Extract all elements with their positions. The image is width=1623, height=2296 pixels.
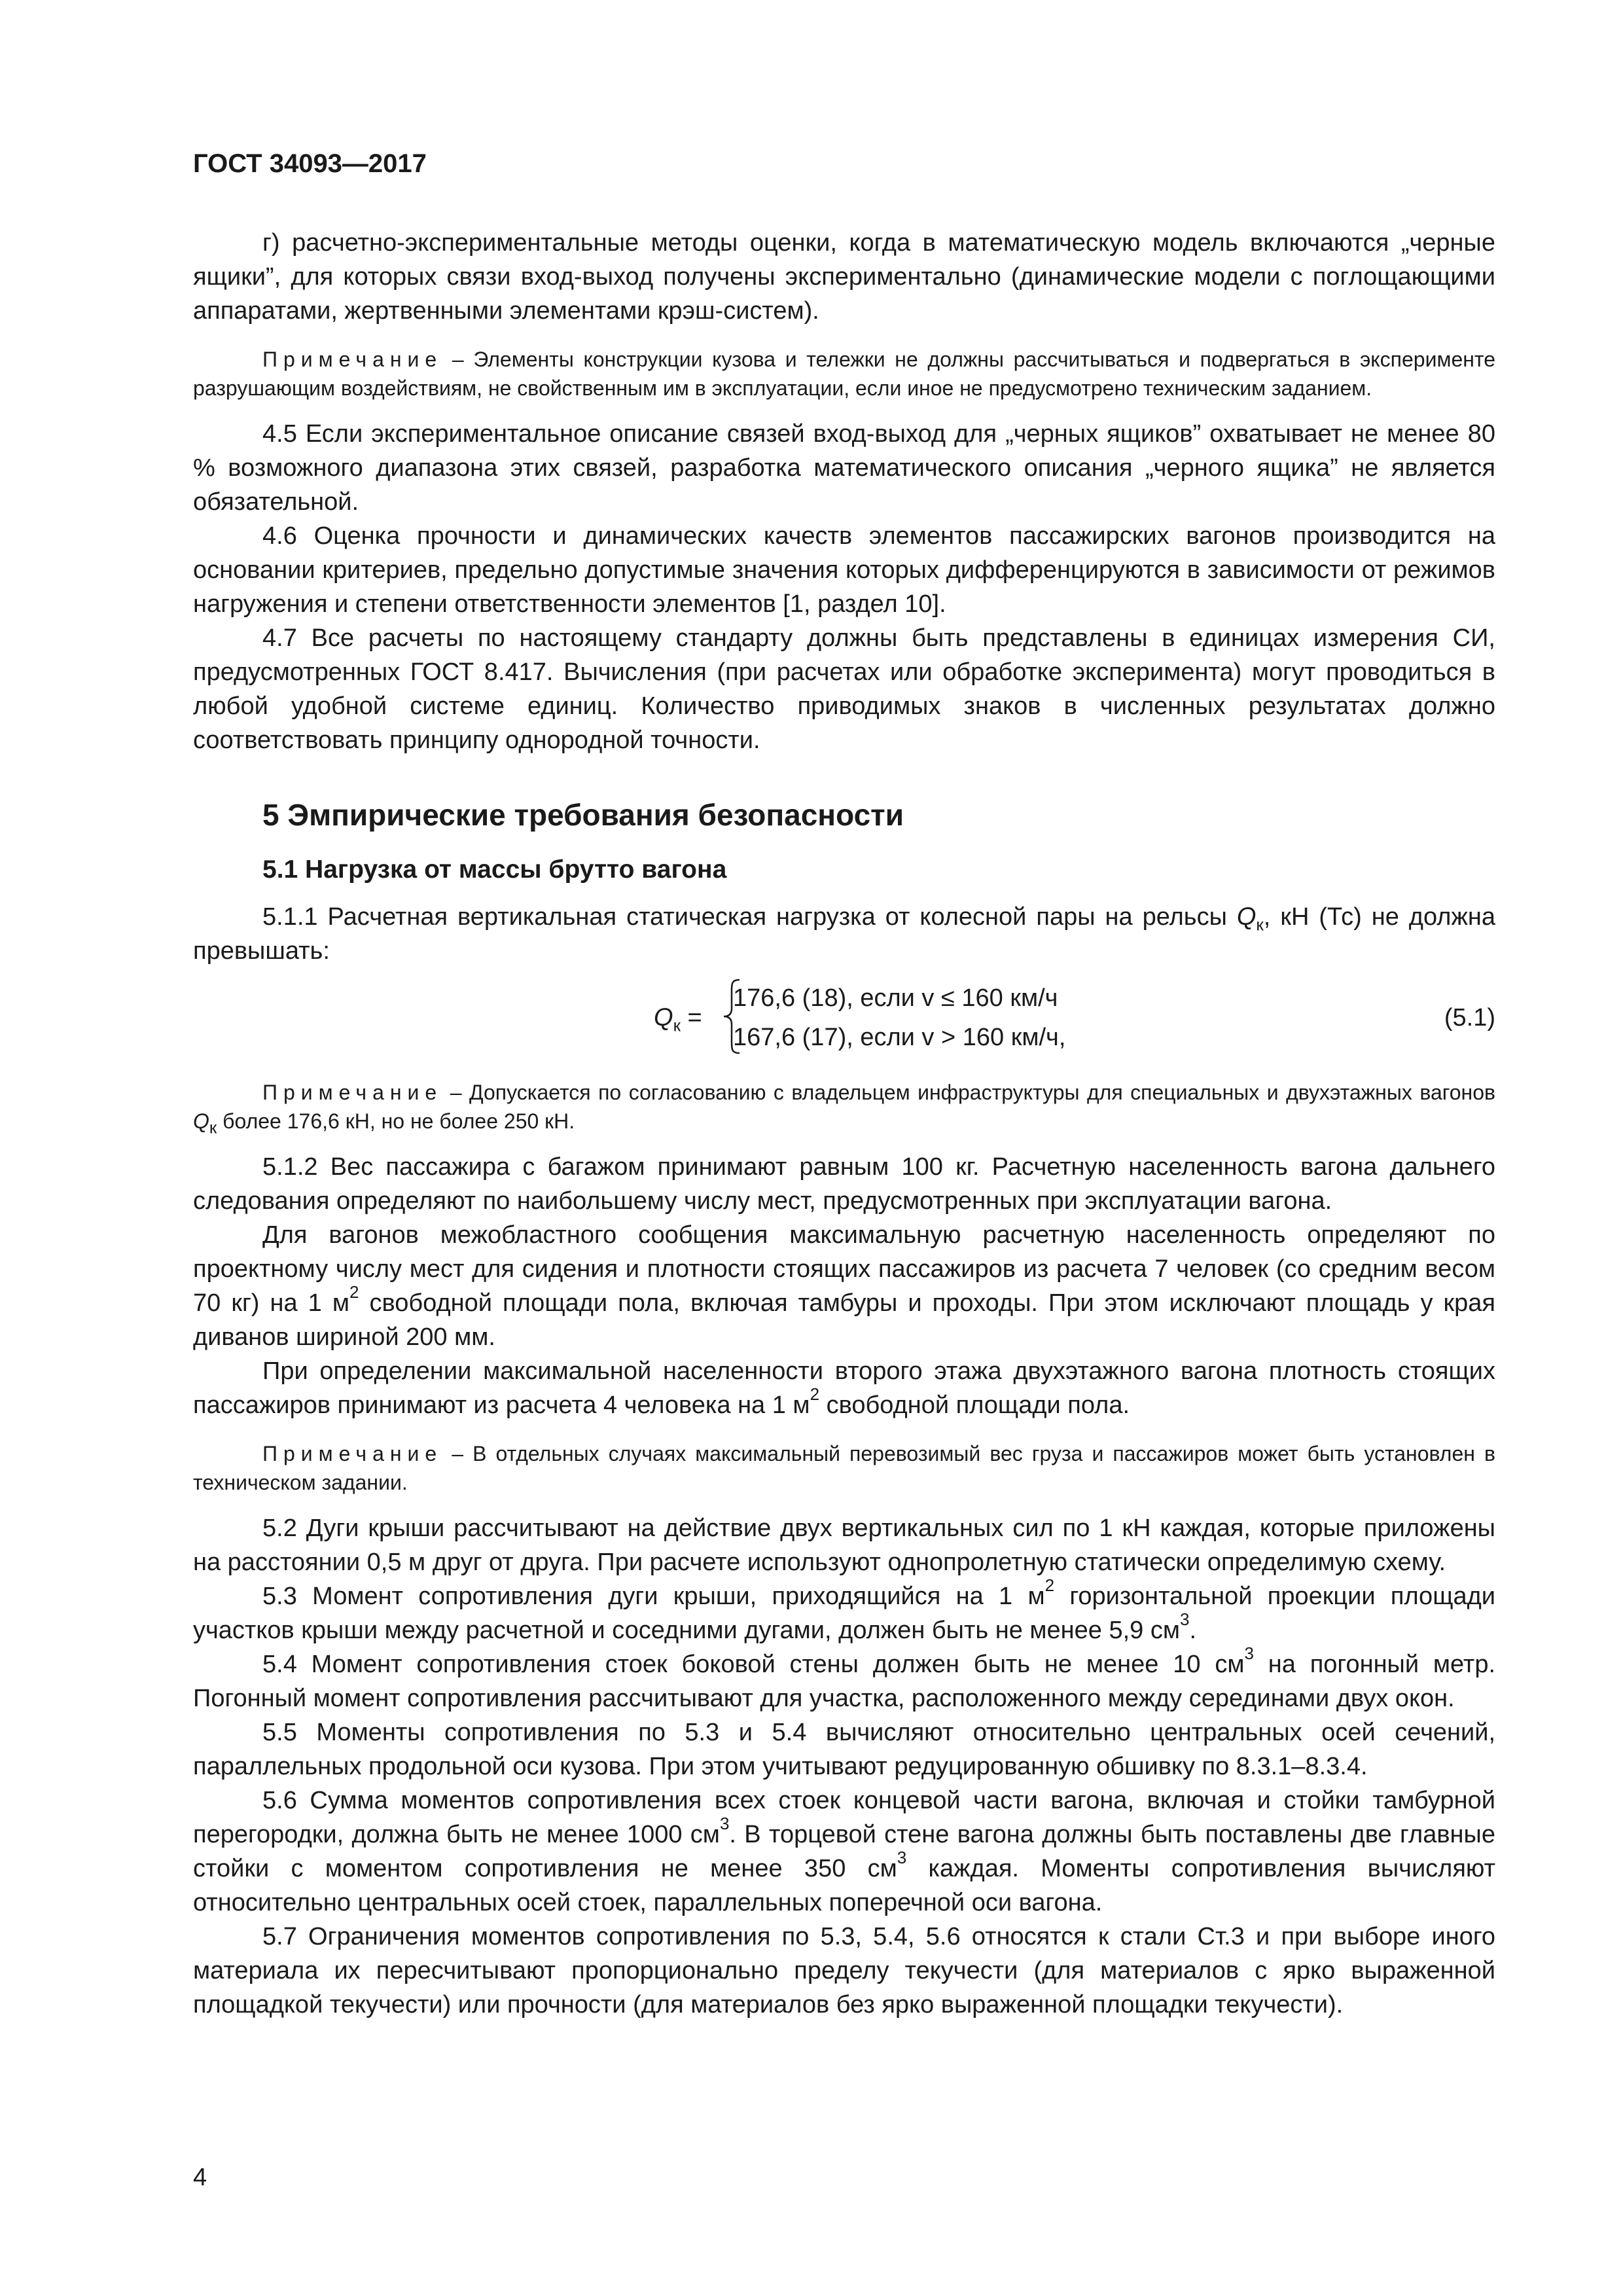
note-2 xyxy=(193,1078,1495,1136)
page-number: 4 xyxy=(193,2164,207,2191)
text-segment: 5.6 Сумма моментов сопротивления всех стоек концевой части вагона, включая и стойки тамбурной перегородки, должна быть не менее 1000 см xyxy=(193,1787,1495,1848)
formula-number: (5.1) xyxy=(1444,1004,1495,1031)
text-segment: . В торцевой стене вагона должны быть поставлены две главные стойки с моментом сопротивления не менее 350 см xyxy=(193,1821,1495,1882)
section-heading-5: 5 Эмпирические требования безопасности xyxy=(262,798,904,832)
q-symbol: Q xyxy=(193,1109,209,1133)
formula-case-2-text: 167,6 (17), если v > 160 км/ч xyxy=(733,1024,1059,1051)
paragraph-4-5: 4.5 Если экспериментальное описание связей вход-выход для „черных ящиков” охватывает не менее 80 % возможного диапазона этих связей, разработка математического описания „черного ящика” не является обязательной. xyxy=(193,420,1495,516)
text-segment: 5.4 Момент сопротивления стоек боковой стены должен быть не менее 10 см xyxy=(262,1651,1245,1678)
formula-5-1 xyxy=(193,977,1495,1061)
paragraph-5-5: 5.5 Моменты сопротивления по 5.3 и 5.4 вычисляют относительно центральных осей сечений, параллельных продольной оси кузова. При этом учитывают редуцированную обшивку по 8.3.1–8.3.4. xyxy=(193,1719,1495,1780)
text-segment: . xyxy=(1189,1617,1197,1644)
text-segment: свободной площади пола, включая тамбуры и проходы. При этом исключают площадь у края диванов шириной 200 мм. xyxy=(193,1289,1495,1351)
formula-equals: = xyxy=(680,1004,702,1031)
q-subscript: к xyxy=(1256,914,1264,935)
note-text: – В отдельных случаях максимальный перевозимый вес груза и пассажиров может быть установлен в техническом задании. xyxy=(193,1442,1495,1494)
document-page xyxy=(193,147,1495,2022)
note-text: более 176,6 кН, но не более 250 кН. xyxy=(217,1109,575,1133)
paragraph-5-6 xyxy=(193,1784,1495,1920)
formula-case-2 xyxy=(733,1020,1065,1054)
paragraph-double-deck xyxy=(193,1354,1495,1422)
paragraph-5-1-2: 5.1.2 Вес пассажира с багажом принимают равным 100 кг. Расчетную населенность вагона дальнего следования определяют по наибольшему числу мест, предусмотренных при эксплуатации вагона. xyxy=(193,1153,1495,1215)
paragraph-4-6: 4.6 Оценка прочности и динамических качеств элементов пассажирских вагонов производится на основании критериев, предельно допустимые значения которых дифференцируются в зависимости от режимов нагружения и степени ответственности элементов [1, раздел 10]. xyxy=(193,522,1495,618)
superscript: 2 xyxy=(349,1282,359,1302)
superscript: 2 xyxy=(810,1384,820,1405)
text-segment: на погонный метр. Погонный момент сопротивления рассчитывают для участка, расположенного между серединами двух окон. xyxy=(193,1651,1496,1712)
text-segment: 5.1.1 Расчетная вертикальная статическая нагрузка от колесной пары на рельсы xyxy=(262,903,1237,931)
superscript: 3 xyxy=(897,1848,907,1868)
paragraph-4-7: 4.7 Все расчеты по настоящему стандарту должны быть представлены в единицах измерения СИ, предусмотренных ГОСТ 8.417. Вычисления (при расчетах или обработке эксперимента) могут проводиться в любой удобной системе единиц. Количество приводимых знаков в численных результатах должно соответствовать принципу однородной точности. xyxy=(193,624,1495,754)
text-segment: , кН (Тс) не должна превышать: xyxy=(193,903,1495,965)
formula-comma: , xyxy=(1058,1024,1066,1051)
text-segment: 5.3 Момент сопротивления дуги крыши, приходящийся на 1 м xyxy=(262,1583,1045,1610)
text-segment: При определении максимальной населенности второго этажа двухэтажного вагона плотность стоящих пассажиров принимают из расчета 4 человека на 1 м xyxy=(193,1357,1495,1419)
note-label: Примечание xyxy=(262,1442,443,1465)
superscript: 2 xyxy=(1044,1575,1055,1596)
text-segment: горизонтальной проекции площади участков крыши между расчетной и соседними дугами, должен быть не менее 5,9 см xyxy=(193,1583,1495,1644)
note-text: – Допускается по согласованию с владельцем инфраструктуры для специальных и двухэтажных вагонов xyxy=(442,1081,1495,1104)
formula-q-subscript: к xyxy=(673,1015,681,1035)
text-segment: свободной площади пола. xyxy=(819,1391,1130,1419)
superscript: 3 xyxy=(1179,1609,1190,1630)
formula-case-1: 176,6 (18), если v ≤ 160 км/ч xyxy=(733,984,1058,1012)
paragraph-5-7: 5.7 Ограничения моментов сопротивления по 5.3, 5.4, 5.6 относятся к стали Ст.3 и при выборе иного материала их пересчитывают пропорционально пределу текучести (для материалов с ярко выраженной площадкой текучести) или прочности (для материалов без ярко выраженной площадки текучести). xyxy=(193,1923,1495,2018)
q-symbol: Q xyxy=(1236,903,1257,931)
text-segment: каждая. Моменты сопротивления вычисляют относительно центральных осей стоек, параллельных поперечной оси вагона. xyxy=(193,1855,1495,1916)
note-label: Примечание xyxy=(262,1081,443,1104)
note-3 xyxy=(193,1439,1495,1497)
paragraph-item-g: г) расчетно-экспериментальные методы оценки, когда в математическую модель включаются „черные ящики”, для которых связи вход-выход получены экспериментально (динамические модели с поглощающими аппаратами, жертвенными элементами крэш-систем). xyxy=(193,229,1495,325)
formula-q-symbol: Q xyxy=(654,1004,673,1031)
document-code-header: ГОСТ 34093—2017 xyxy=(193,149,427,178)
paragraph-5-3 xyxy=(193,1575,1495,1647)
paragraph-5-2: 5.2 Дуги крыши рассчитывают на действие двух вертикальных сил по 1 кН каждая, которые приложены на расстоянии 0,5 м друг от друга. При расчете используют однопролетную статически определимую схему. xyxy=(193,1515,1495,1576)
paragraph-5-1-1 xyxy=(193,900,1495,968)
text-segment: Для вагонов межобластного сообщения максимальную расчетную населенность определяют по проектному числу мест для сидения и плотности стоящих пассажиров из расчета 7 человек (со средним весом 70 кг) на 1 м xyxy=(193,1221,1495,1317)
note-text: – Элементы конструкции кузова и тележки не должны рассчитываться и подвергаться в эксперименте разрушающим воздействиям, не свойственным им в эксплуатации, если иное не предусмотрено техническим заданием. xyxy=(193,348,1495,400)
formula-lhs xyxy=(654,1001,702,1035)
paragraph-interregional xyxy=(193,1218,1495,1354)
subsection-heading-5-1: 5.1 Нагрузка от массы брутто вагона xyxy=(262,855,727,884)
superscript: 3 xyxy=(719,1814,730,1834)
note-label: Примечание xyxy=(262,348,443,371)
q-subscript: к xyxy=(209,1117,217,1138)
note-1 xyxy=(193,345,1495,403)
paragraph-5-4 xyxy=(193,1643,1496,1715)
superscript: 3 xyxy=(1244,1643,1254,1664)
